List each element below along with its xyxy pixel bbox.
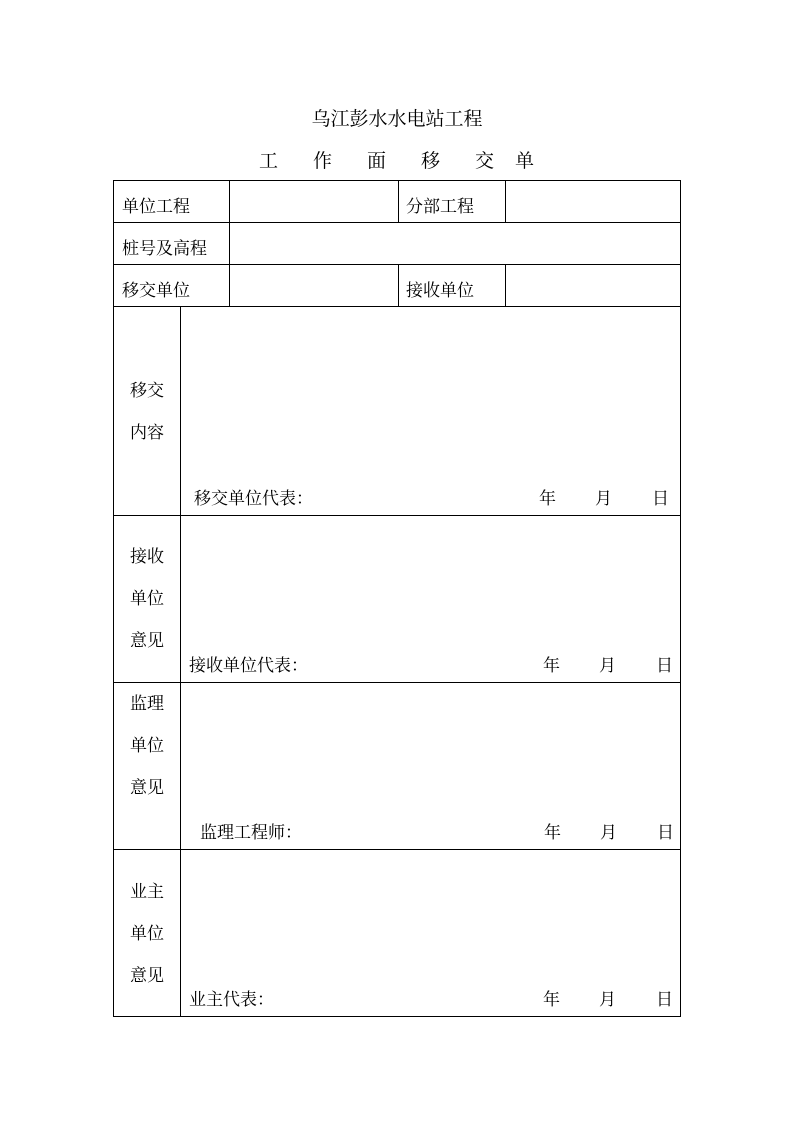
station-elevation-label: 桩号及高程	[122, 239, 207, 259]
day-label: 日	[656, 656, 673, 676]
section-title-line: 内容	[130, 423, 164, 443]
handover-content-area[interactable]	[181, 307, 680, 477]
sub-project-value[interactable]	[506, 181, 680, 222]
section-title-line: 单位	[130, 736, 164, 756]
month-label: 月	[599, 656, 616, 676]
owner-representative-label: 业主代表：	[189, 990, 274, 1010]
document-subtitle	[0, 146, 794, 172]
supervision-opinion-area[interactable]	[181, 683, 680, 813]
subtitle-char: 面	[367, 150, 387, 172]
handover-content-section-title	[114, 370, 180, 454]
receiving-unit-value[interactable]	[506, 265, 680, 306]
subtitle-char: 单	[515, 150, 535, 172]
section-title-line: 接收	[130, 547, 164, 567]
col-divider	[229, 222, 230, 264]
day-label: 日	[657, 823, 674, 843]
unit-project-label: 单位工程	[122, 197, 190, 217]
sub-project-label: 分部工程	[406, 197, 474, 217]
col-divider	[398, 181, 399, 222]
station-elevation-value[interactable]	[230, 223, 680, 264]
section-title-line: 意见	[130, 778, 164, 798]
document-title: 乌江彭水水电站工程	[311, 108, 483, 130]
subtitle-char: 移	[421, 150, 441, 172]
owner-opinion-section-title	[114, 871, 180, 997]
subtitle-char: 作	[313, 150, 333, 172]
month-label: 月	[599, 990, 616, 1010]
section-title-line: 移交	[130, 381, 164, 401]
handover-representative-label: 移交单位代表：	[194, 489, 313, 509]
year-label: 年	[539, 489, 556, 509]
receiving-representative-label: 接收单位代表：	[189, 656, 308, 676]
section-title-line: 业主	[130, 882, 164, 902]
handover-form-table	[113, 180, 681, 1017]
subtitle-char: 交	[475, 150, 495, 172]
section-title-line: 意见	[130, 966, 164, 986]
section-title-line: 单位	[130, 924, 164, 944]
supervision-opinion-section-title	[114, 683, 180, 809]
handover-unit-label: 移交单位	[122, 281, 190, 301]
section-title-line: 意见	[130, 631, 164, 651]
receiving-unit-label: 接收单位	[406, 281, 474, 301]
year-label: 年	[543, 656, 560, 676]
year-label: 年	[544, 823, 561, 843]
supervising-engineer-label: 监理工程师：	[200, 823, 302, 843]
col-divider	[398, 264, 399, 306]
unit-project-value[interactable]	[230, 181, 398, 222]
day-label: 日	[652, 489, 669, 509]
handover-unit-value[interactable]	[230, 265, 398, 306]
month-label: 月	[600, 823, 617, 843]
year-label: 年	[543, 990, 560, 1010]
receiving-opinion-area[interactable]	[181, 516, 680, 646]
subtitle-char: 工	[259, 150, 279, 172]
section-title-line: 监理	[130, 694, 164, 714]
owner-opinion-area[interactable]	[181, 850, 680, 980]
section-title-line: 单位	[130, 589, 164, 609]
day-label: 日	[656, 990, 673, 1010]
receiving-opinion-section-title	[114, 536, 180, 662]
month-label: 月	[595, 489, 612, 509]
